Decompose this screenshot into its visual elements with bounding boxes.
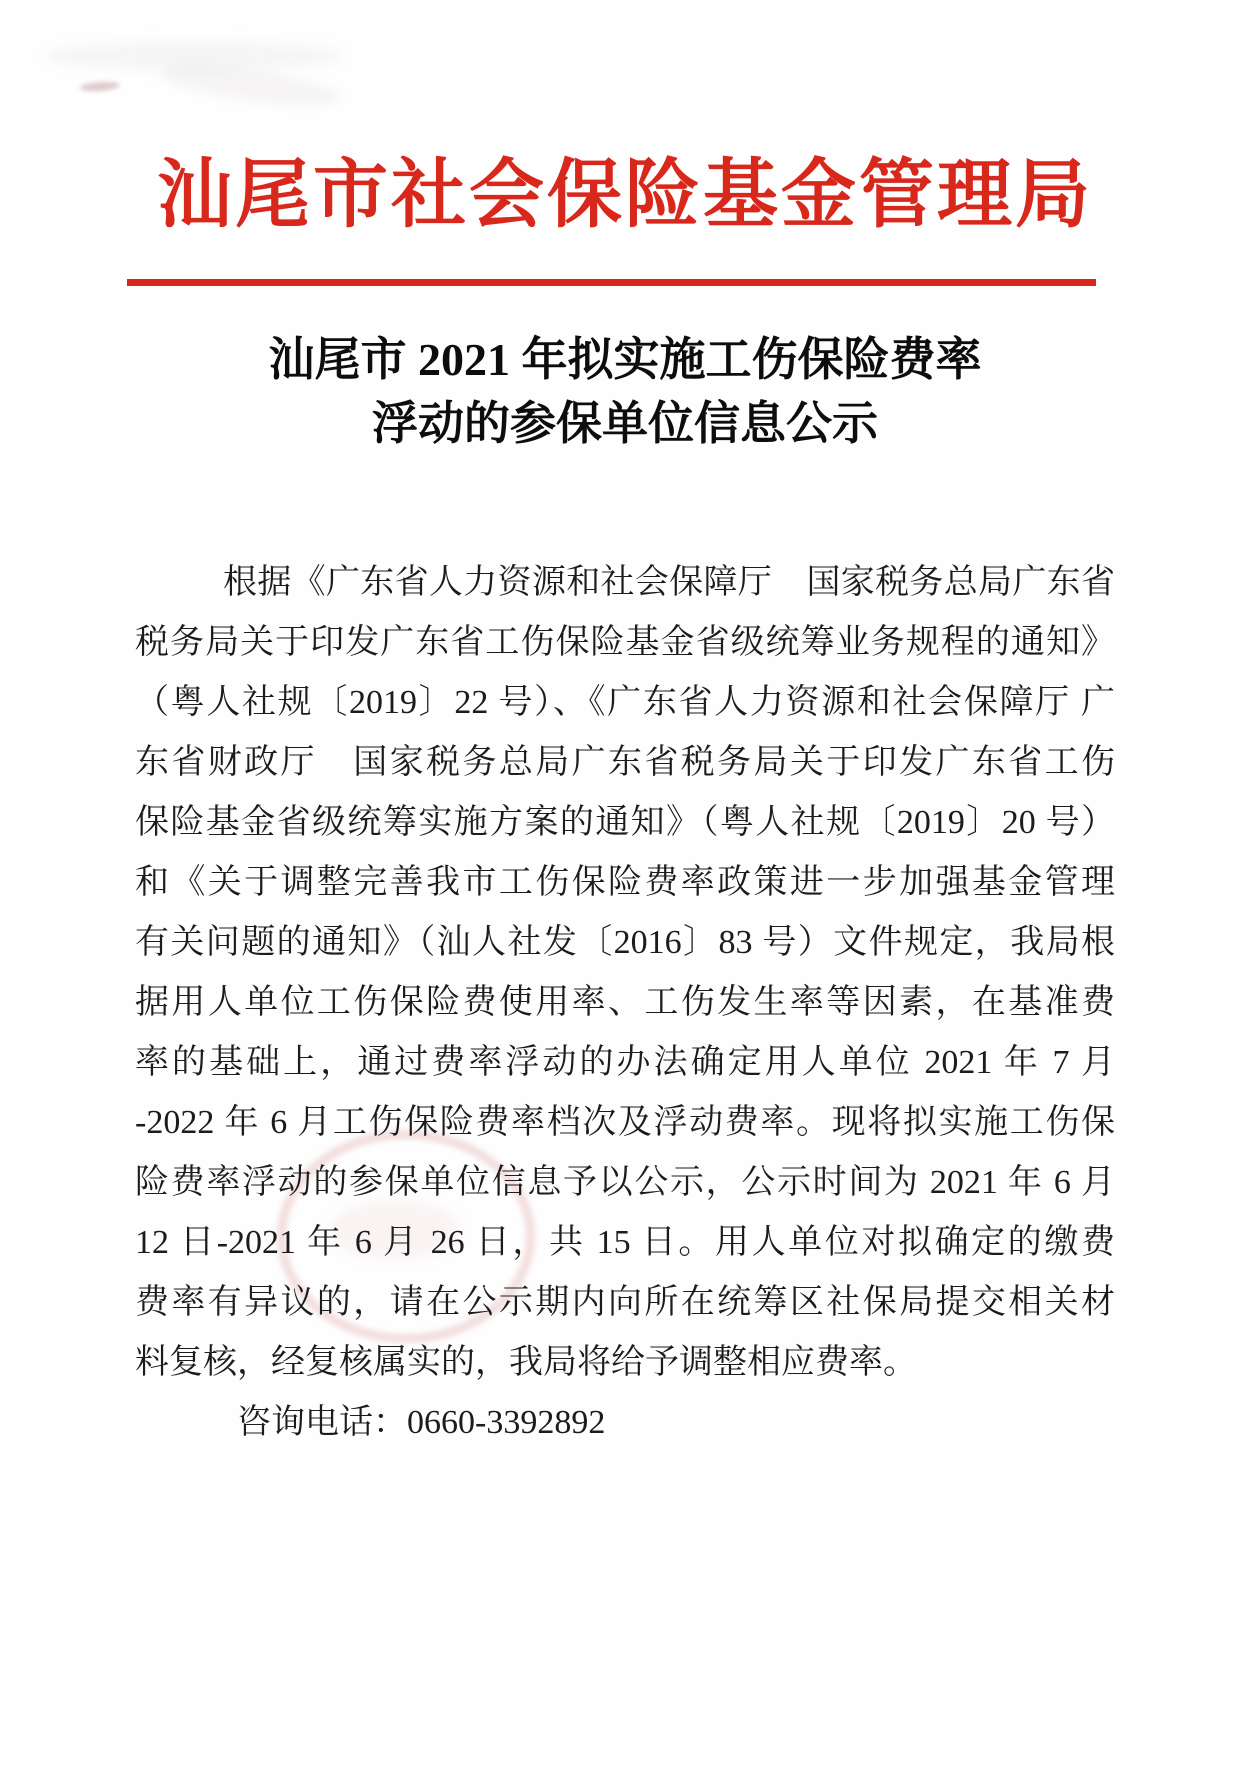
document-body <box>135 553 1115 1453</box>
red-divider-line <box>127 279 1096 286</box>
scan-smudge <box>159 58 341 113</box>
body-line: 12 日-2021 年 6 月 26 日，共 15 日。用人单位对拟确定的缴费 <box>135 1224 1115 1261</box>
contact-phone-line: 咨询电话：0660-3392892 <box>237 1404 606 1441</box>
body-line: 率的基础上，通过费率浮动的办法确定用人单位 2021 年 7 月 <box>135 1044 1115 1081</box>
body-line: 料复核，经复核属实的，我局将给予调整相应费率。 <box>135 1344 917 1381</box>
body-line: 有关问题的通知》（汕人社发〔2016〕83 号）文件规定，我局根 <box>135 924 1115 961</box>
body-line: 根据《广东省人力资源和社会保障厅 国家税务总局广东省 <box>223 564 1115 601</box>
body-line: 保险基金省级统筹实施方案的通知》（粤人社规〔2019〕20 号） <box>135 804 1115 841</box>
document-title <box>135 328 1115 456</box>
body-line: -2022 年 6 月工伤保险费率档次及浮动费率。现将拟实施工伤保 <box>135 1104 1115 1141</box>
title-line-1: 汕尾市 2021 年拟实施工伤保险费率 <box>268 334 982 385</box>
scan-smudge <box>80 81 121 93</box>
body-line: 险费率浮动的参保单位信息予以公示，公示时间为 2021 年 6 月 <box>135 1164 1115 1201</box>
body-line: 费率有异议的，请在公示期内向所在统筹区社保局提交相关材 <box>135 1284 1115 1321</box>
body-line: 税务局关于印发广东省工伤保险基金省级统筹业务规程的通知》 <box>135 624 1115 661</box>
scan-smudge <box>45 42 345 70</box>
body-line: 东省财政厅 国家税务总局广东省税务局关于印发广东省工伤 <box>135 744 1115 781</box>
body-line: 据用人单位工伤保险费使用率、工伤发生率等因素，在基准费 <box>135 984 1115 1021</box>
title-line-2: 浮动的参保单位信息公示 <box>372 398 878 449</box>
body-line: （粤人社规〔2019〕22 号）、《广东省人力资源和社会保障厅 广 <box>135 684 1115 721</box>
agency-masthead: 汕尾市社会保险基金管理局 <box>156 154 1093 237</box>
body-line: 和《关于调整完善我市工伤保险费率政策进一步加强基金管理 <box>135 864 1115 901</box>
